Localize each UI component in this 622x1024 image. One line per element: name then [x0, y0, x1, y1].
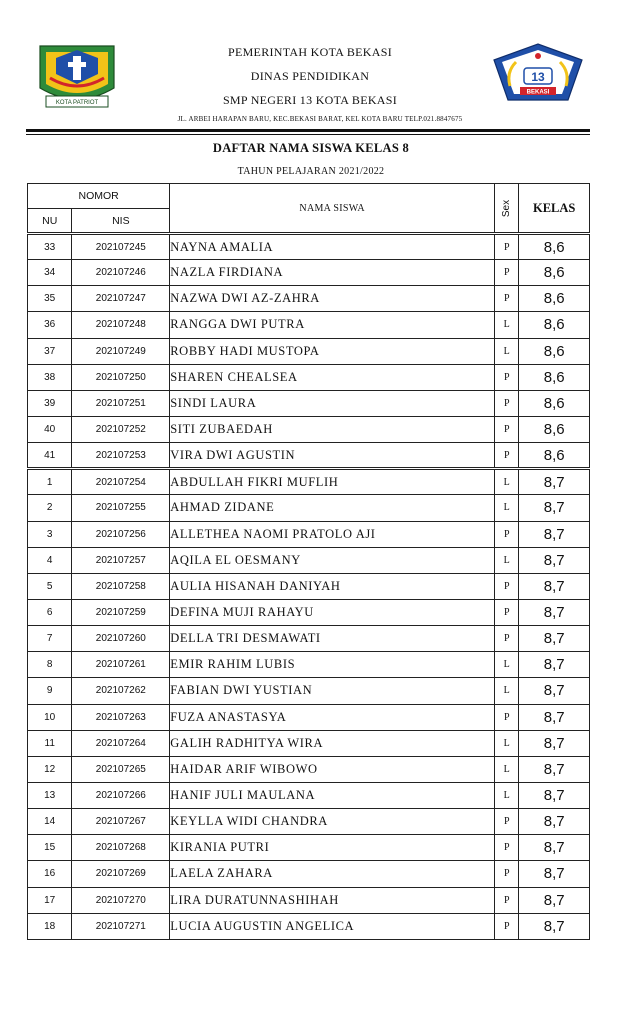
table-row — [28, 626, 590, 652]
cell-student-name: RANGGA DWI PUTRA — [170, 312, 495, 338]
cell-sex: L — [495, 652, 519, 678]
cell-kelas: 8,7 — [519, 495, 590, 521]
cell-kelas: 8,7 — [519, 652, 590, 678]
header-school-name: SMP NEGERI 13 KOTA BEKASI — [222, 93, 398, 107]
cell-kelas: 8,6 — [519, 390, 590, 416]
cell-student-name: VIRA DWI AGUSTIN — [170, 443, 495, 469]
cell-kelas: 8,7 — [519, 469, 590, 495]
cell-student-name: LAELA ZAHARA — [170, 861, 495, 887]
cell-nis: 202107270 — [72, 887, 170, 913]
cell-sex: P — [495, 234, 519, 260]
cell-nu: 36 — [28, 312, 72, 338]
table-row — [28, 260, 590, 286]
cell-nis: 202107271 — [72, 913, 170, 939]
cell-kelas: 8,7 — [519, 756, 590, 782]
cell-kelas: 8,7 — [519, 861, 590, 887]
cell-nis: 202107262 — [72, 678, 170, 704]
cell-sex: P — [495, 286, 519, 312]
cell-kelas: 8,7 — [519, 704, 590, 730]
table-row — [28, 338, 590, 364]
cell-nis: 202107263 — [72, 704, 170, 730]
cell-student-name: HAIDAR ARIF WIBOWO — [170, 756, 495, 782]
table-row — [28, 678, 590, 704]
cell-nu: 38 — [28, 364, 72, 390]
cell-student-name: LUCIA AUGUSTIN ANGELICA — [170, 913, 495, 939]
cell-nis: 202107269 — [72, 861, 170, 887]
table-row — [28, 599, 590, 625]
table-row — [28, 443, 590, 469]
cell-nu: 18 — [28, 913, 72, 939]
cell-nu: 35 — [28, 286, 72, 312]
cell-sex: P — [495, 704, 519, 730]
header-kelas: KELAS — [519, 184, 590, 234]
cell-sex: L — [495, 547, 519, 573]
cell-nu: 4 — [28, 547, 72, 573]
cell-sex: P — [495, 809, 519, 835]
cell-nis: 202107250 — [72, 364, 170, 390]
header-divider-thick — [26, 129, 590, 132]
cell-nis: 202107245 — [72, 234, 170, 260]
table-row — [28, 312, 590, 338]
table-row — [28, 547, 590, 573]
cell-nu: 39 — [28, 390, 72, 416]
cell-kelas: 8,7 — [519, 835, 590, 861]
cell-nu: 5 — [28, 573, 72, 599]
cell-nu: 1 — [28, 469, 72, 495]
cell-nu: 14 — [28, 809, 72, 835]
table-row — [28, 861, 590, 887]
cell-sex: P — [495, 861, 519, 887]
cell-sex: P — [495, 390, 519, 416]
cell-student-name: SITI ZUBAEDAH — [170, 416, 495, 442]
cell-student-name: KIRANIA PUTRI — [170, 835, 495, 861]
cell-nis: 202107251 — [72, 390, 170, 416]
cell-kelas: 8,6 — [519, 364, 590, 390]
cell-student-name: FABIAN DWI YUSTIAN — [170, 678, 495, 704]
cell-nis: 202107255 — [72, 495, 170, 521]
cell-nu: 16 — [28, 861, 72, 887]
cell-nis: 202107265 — [72, 756, 170, 782]
cell-sex: L — [495, 338, 519, 364]
cell-student-name: AULIA HISANAH DANIYAH — [170, 573, 495, 599]
cell-student-name: AHMAD ZIDANE — [170, 495, 495, 521]
cell-student-name: ALLETHEA NAOMI PRATOLO AJI — [170, 521, 495, 547]
cell-student-name: DELLA TRI DESMAWATI — [170, 626, 495, 652]
cell-nu: 3 — [28, 521, 72, 547]
cell-student-name: SINDI LAURA — [170, 390, 495, 416]
header-nomor: NOMOR — [28, 184, 170, 209]
cell-sex: L — [495, 469, 519, 495]
table-row — [28, 234, 590, 260]
cell-nis: 202107261 — [72, 652, 170, 678]
cell-student-name: NAZLA FIRDIANA — [170, 260, 495, 286]
cell-nu: 12 — [28, 756, 72, 782]
cell-nis: 202107266 — [72, 782, 170, 808]
cell-kelas: 8,6 — [519, 260, 590, 286]
header-department: DINAS PENDIDIKAN — [250, 69, 370, 83]
cell-nis: 202107246 — [72, 260, 170, 286]
student-table — [27, 183, 590, 940]
cell-student-name: ABDULLAH FIKRI MUFLIH — [170, 469, 495, 495]
cell-sex: P — [495, 887, 519, 913]
cell-kelas: 8,7 — [519, 913, 590, 939]
cell-kelas: 8,7 — [519, 782, 590, 808]
cell-sex: L — [495, 782, 519, 808]
cell-nu: 17 — [28, 887, 72, 913]
cell-nis: 202107257 — [72, 547, 170, 573]
cell-student-name: SHAREN CHEALSEA — [170, 364, 495, 390]
cell-nis: 202107268 — [72, 835, 170, 861]
header-sex-label: Sex — [501, 199, 513, 218]
cell-student-name: FUZA ANASTASYA — [170, 704, 495, 730]
table-row — [28, 469, 590, 495]
table-row — [28, 835, 590, 861]
table-row — [28, 495, 590, 521]
smpn-13-emblem-icon — [488, 42, 588, 104]
cell-sex: P — [495, 416, 519, 442]
cell-nis: 202107252 — [72, 416, 170, 442]
kota-bekasi-emblem-icon — [36, 44, 118, 110]
cell-nu: 8 — [28, 652, 72, 678]
cell-sex: L — [495, 678, 519, 704]
header-government: PEMERINTAH KOTA BEKASI — [227, 45, 392, 59]
cell-nu: 34 — [28, 260, 72, 286]
table-row — [28, 390, 590, 416]
cell-nu: 41 — [28, 443, 72, 469]
cell-student-name: ROBBY HADI MUSTOPA — [170, 338, 495, 364]
cell-sex: L — [495, 730, 519, 756]
cell-sex: P — [495, 521, 519, 547]
cell-kelas: 8,6 — [519, 443, 590, 469]
right-logo-number: 13 — [531, 70, 545, 84]
cell-kelas: 8,7 — [519, 599, 590, 625]
cell-sex: P — [495, 599, 519, 625]
cell-nis: 202107247 — [72, 286, 170, 312]
cell-kelas: 8,7 — [519, 547, 590, 573]
cell-nis: 202107249 — [72, 338, 170, 364]
cell-sex: P — [495, 573, 519, 599]
school-address: JL. ARBEI HARAPAN BARU, KEC.BEKASI BARAT, KEL KOTA BARU TELP.021.8847675 — [177, 115, 463, 123]
cell-kelas: 8,6 — [519, 234, 590, 260]
cell-kelas: 8,6 — [519, 338, 590, 364]
cell-nis: 202107260 — [72, 626, 170, 652]
cell-kelas: 8,7 — [519, 678, 590, 704]
cell-nis: 202107253 — [72, 443, 170, 469]
table-row — [28, 573, 590, 599]
header-nu: NU — [28, 209, 72, 234]
cell-student-name: KEYLLA WIDI CHANDRA — [170, 809, 495, 835]
cell-nu: 7 — [28, 626, 72, 652]
table-row — [28, 652, 590, 678]
cell-nis: 202107264 — [72, 730, 170, 756]
cell-kelas: 8,7 — [519, 809, 590, 835]
cell-student-name: NAYNA AMALIA — [170, 234, 495, 260]
table-row — [28, 364, 590, 390]
cell-kelas: 8,7 — [519, 730, 590, 756]
cell-sex: P — [495, 443, 519, 469]
cell-kelas: 8,6 — [519, 416, 590, 442]
table-body — [28, 234, 590, 940]
cell-sex: L — [495, 312, 519, 338]
table-row — [28, 887, 590, 913]
table-row — [28, 782, 590, 808]
table-row — [28, 756, 590, 782]
cell-nu: 10 — [28, 704, 72, 730]
cell-student-name: DEFINA MUJI RAHAYU — [170, 599, 495, 625]
cell-nu: 37 — [28, 338, 72, 364]
cell-nu: 11 — [28, 730, 72, 756]
cell-student-name: HANIF JULI MAULANA — [170, 782, 495, 808]
table-row — [28, 704, 590, 730]
table-row — [28, 730, 590, 756]
cell-nu: 2 — [28, 495, 72, 521]
table-row — [28, 521, 590, 547]
right-logo-text: BEKASI — [526, 89, 550, 96]
header-divider-thin — [26, 134, 590, 135]
cell-kelas: 8,6 — [519, 312, 590, 338]
cell-nu: 9 — [28, 678, 72, 704]
cell-kelas: 8,7 — [519, 521, 590, 547]
cell-kelas: 8,6 — [519, 286, 590, 312]
cell-student-name: NAZWA DWI AZ-ZAHRA — [170, 286, 495, 312]
cell-sex: L — [495, 756, 519, 782]
header-nis: NIS — [72, 209, 170, 234]
cell-kelas: 8,7 — [519, 573, 590, 599]
cell-sex: P — [495, 364, 519, 390]
table-header — [28, 184, 590, 234]
cell-nu: 6 — [28, 599, 72, 625]
table-row — [28, 286, 590, 312]
table-row — [28, 416, 590, 442]
cell-nu: 15 — [28, 835, 72, 861]
cell-sex: P — [495, 626, 519, 652]
cell-nis: 202107258 — [72, 573, 170, 599]
cell-nis: 202107256 — [72, 521, 170, 547]
cell-sex: P — [495, 835, 519, 861]
document-title: DAFTAR NAMA SISWA KELAS 8 — [212, 141, 410, 155]
header-nama-siswa: NAMA SISWA — [170, 184, 495, 234]
cell-sex: L — [495, 495, 519, 521]
cell-kelas: 8,7 — [519, 626, 590, 652]
cell-nis: 202107259 — [72, 599, 170, 625]
cell-student-name: GALIH RADHITYA WIRA — [170, 730, 495, 756]
cell-nu: 13 — [28, 782, 72, 808]
cell-sex: P — [495, 913, 519, 939]
cell-student-name: AQILA EL OESMANY — [170, 547, 495, 573]
cell-sex: P — [495, 260, 519, 286]
cell-student-name: LIRA DURATUNNASHIHAH — [170, 887, 495, 913]
cell-kelas: 8,7 — [519, 887, 590, 913]
document-subtitle: TAHUN PELAJARAN 2021/2022 — [237, 166, 385, 177]
cell-nis: 202107254 — [72, 469, 170, 495]
cell-nis: 202107267 — [72, 809, 170, 835]
cell-nis: 202107248 — [72, 312, 170, 338]
table-row — [28, 913, 590, 939]
cell-student-name: EMIR RAHIM LUBIS — [170, 652, 495, 678]
cell-nu: 33 — [28, 234, 72, 260]
table-row — [28, 809, 590, 835]
cell-nu: 40 — [28, 416, 72, 442]
header-sex — [495, 184, 519, 234]
left-logo-text: KOTA PATRIOT — [55, 100, 99, 106]
